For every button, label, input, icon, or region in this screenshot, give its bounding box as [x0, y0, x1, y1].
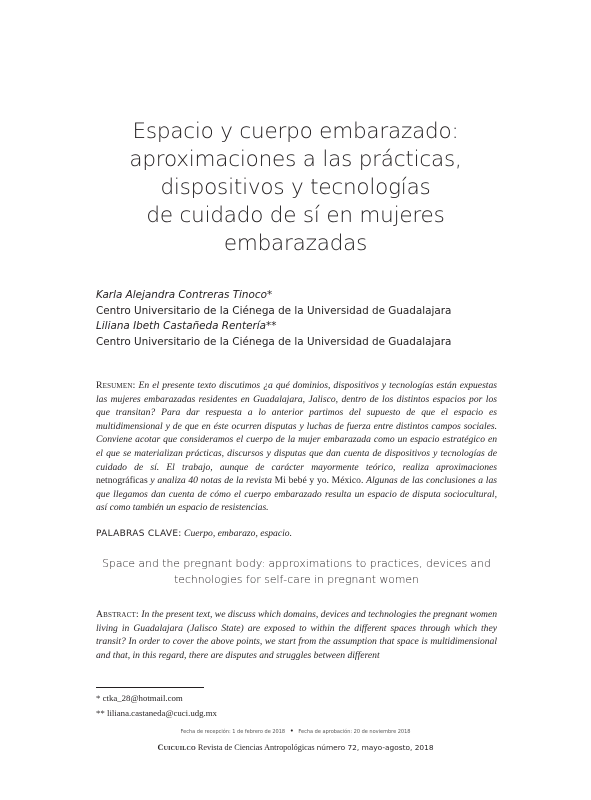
keywords-line [96, 527, 497, 542]
resumen-text: En el presente texto discutimos ¿a qué dominios, dispositivos y tecnologías están expuestas las mujeres embarazadas residentes en Guadalajara, Jalisco, dentro de los distintos espacios por los que transitan? Para dar respuesta a lo anterior partimos del supuesto de que el espacio es multidimensional y de que en éste ocurren disputas y luchas de fuerza entre distintos campos sociales. Conviene acotar que consideramos el cuerpo de la mujer embarazada como un espacio estratégico en el que se materializan prácticas, discursos y disputas que dan cuenta de dispositivos y tecnologías de cuidado de sí. El trabajo, aunque de carácter mayormente teórico, realiza aproximaciones [96, 380, 497, 473]
abstract-text: In the present text, we discuss which domains, devices and technologies the pregnant women living in Guadalajara (Jalisco State) are exposed to within the different spaces through which they transit? In order to cover the above points, we start from the assumption that space is multidimensional and that, in this regard, there are disputes and struggles between different [96, 609, 497, 661]
abstract-label: Abstract: [96, 609, 139, 620]
resumen-label: Resumen: [96, 380, 136, 391]
title-line: embarazadas [223, 231, 368, 256]
footnote: * ctka_28@hotmail.com [96, 693, 183, 703]
title-line: de cuidado de sí en mujeres [146, 203, 445, 228]
article-title [90, 118, 501, 258]
footnote-divider [96, 687, 204, 688]
date-separator: • [289, 727, 294, 735]
keywords-text: Cuerpo, embarazo, espacio. [184, 528, 292, 539]
title-line: dispositivos y tecnologías [160, 175, 431, 200]
keywords-label: PALABRAS CLAVE: [96, 529, 182, 539]
journal-issue: número 72, mayo-agosto, 2018 [316, 743, 434, 752]
author-block [96, 288, 516, 350]
journal-subtitle: Revista de Ciencias Antropológicas [197, 743, 315, 752]
title-line: aproximaciones a las prácticas, [129, 147, 462, 172]
resumen-term: netnográficas [96, 475, 148, 487]
journal-footer [0, 743, 591, 752]
resumen-paragraph [96, 379, 497, 515]
footnotes [96, 691, 217, 721]
author-affiliation: Centro Universitario de la Ciénega de la Universidad de Guadalajara [96, 335, 452, 348]
publication-dates [0, 727, 591, 735]
abstract-paragraph [96, 608, 497, 662]
title-line: Espacio y cuerpo embarazado: [132, 119, 459, 144]
english-title-line: Space and the pregnant body: approximations to practices, devices and [102, 557, 491, 570]
magazine-name: Mi bebé y yo. México. [274, 475, 364, 487]
received-date: Fecha de recepción: 1 de febrero de 2018 [180, 729, 286, 735]
footnote: ** liliana.castaneda@cuci.udg.mx [96, 708, 217, 718]
author-affiliation: Centro Universitario de la Ciénega de la Universidad de Guadalajara [96, 304, 452, 317]
approved-date: Fecha de aprobación: 20 de noviembre 2018 [298, 729, 411, 735]
resumen-text: Algunas de las conclusiones a las que llegamos dan cuenta de cómo el cuerpo embarazado resulta un espacio de disputa sociocultural, así como también un espacio de resistencias. [96, 475, 497, 514]
english-title [96, 556, 497, 588]
author-name: Karla Alejandra Contreras Tinoco* [96, 289, 273, 301]
author-name: Liliana Ibeth Castañeda Rentería** [96, 320, 277, 332]
resumen-text: y analiza 40 notas de la revista [150, 475, 272, 487]
journal-name: Cuicuilco [157, 743, 196, 752]
english-title-line: technologies for self-care in pregnant women [174, 573, 419, 586]
